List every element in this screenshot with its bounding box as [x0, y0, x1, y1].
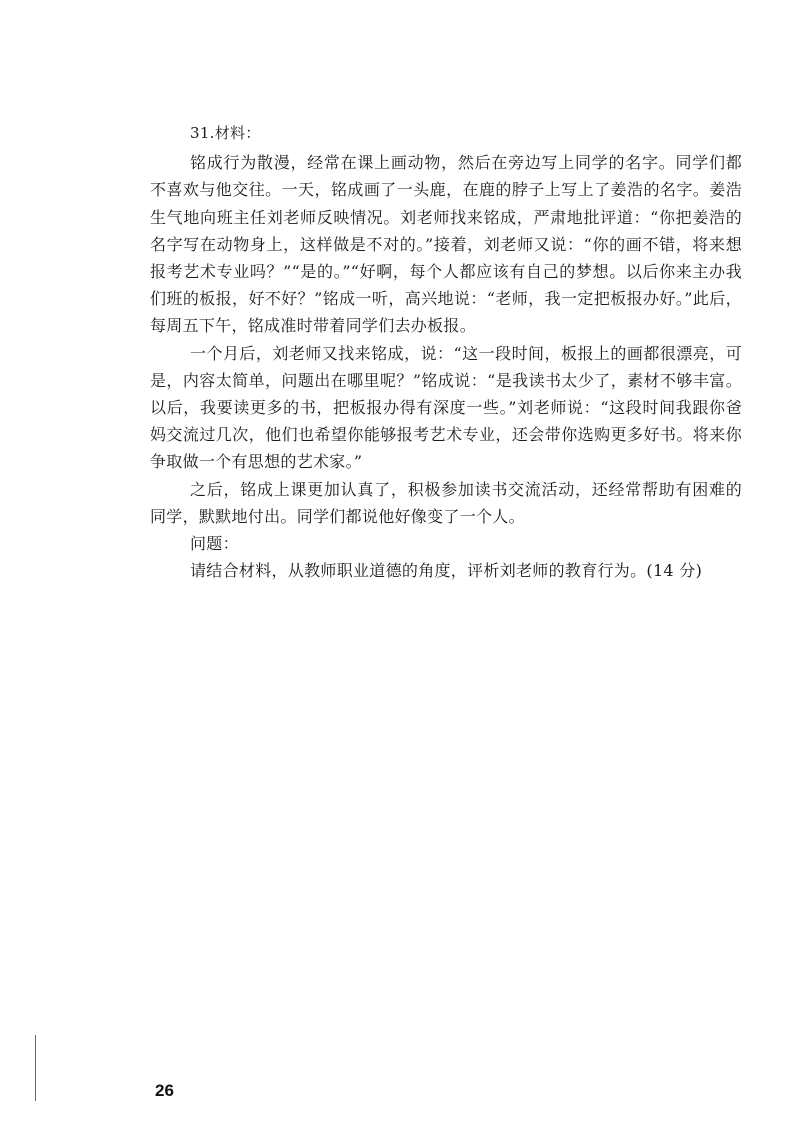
page-number: 26: [155, 1081, 174, 1100]
question-header: 31.材料：: [190, 124, 261, 142]
question-block: [150, 120, 742, 584]
question-label: 问题：: [190, 534, 239, 554]
material-paragraph-2: 一个月后，刘老师又找来铭成，说：“这一段时间，板报上的画都很漂亮，可是，内容太简单，问题出在哪里呢？”铭成说：“是我读书太少了，素材不够丰富。以后，我要读更多的书，把板报办得有深度一些。”刘老师说：“这段时间我跟你爸妈交流过几次，他们也希望你能够报考艺术专业，还会带你选购更多好书。将来你争取做一个有思想的艺术家。”: [150, 343, 742, 472]
binding-edge-line: [35, 1035, 36, 1101]
material-paragraph-1: 铭成行为散漫，经常在课上画动物，然后在旁边写上同学的名字。同学们都不喜欢与他交往。一天，铭成画了一头鹿，在鹿的脖子上写上了姜浩的名字。姜浩生气地向班主任刘老师反映情况。刘老师找来铭成，严肃地批评道：“你把姜浩的名字写在动物身上，这样做是不对的。”接着，刘老师又说：“你的画不错，将来想报考艺术专业吗？”“是的。”“好啊，每个人都应该有自己的梦想。以后你来主办我们班的板报，好不好？”铭成一听，高兴地说：“老师，我一定把板报办好。”此后，每周五下午，铭成准时带着同学们去办板报。: [150, 153, 742, 336]
material-paragraph-3: 之后，铭成上课更加认真了，积极参加读书交流活动，还经常帮助有困难的同学，默默地付出。同学们都说他好像变了一个人。: [150, 479, 742, 526]
question-prompt: 请结合材料，从教师职业道德的角度，评析刘老师的教育行为。(14 分): [190, 561, 703, 581]
